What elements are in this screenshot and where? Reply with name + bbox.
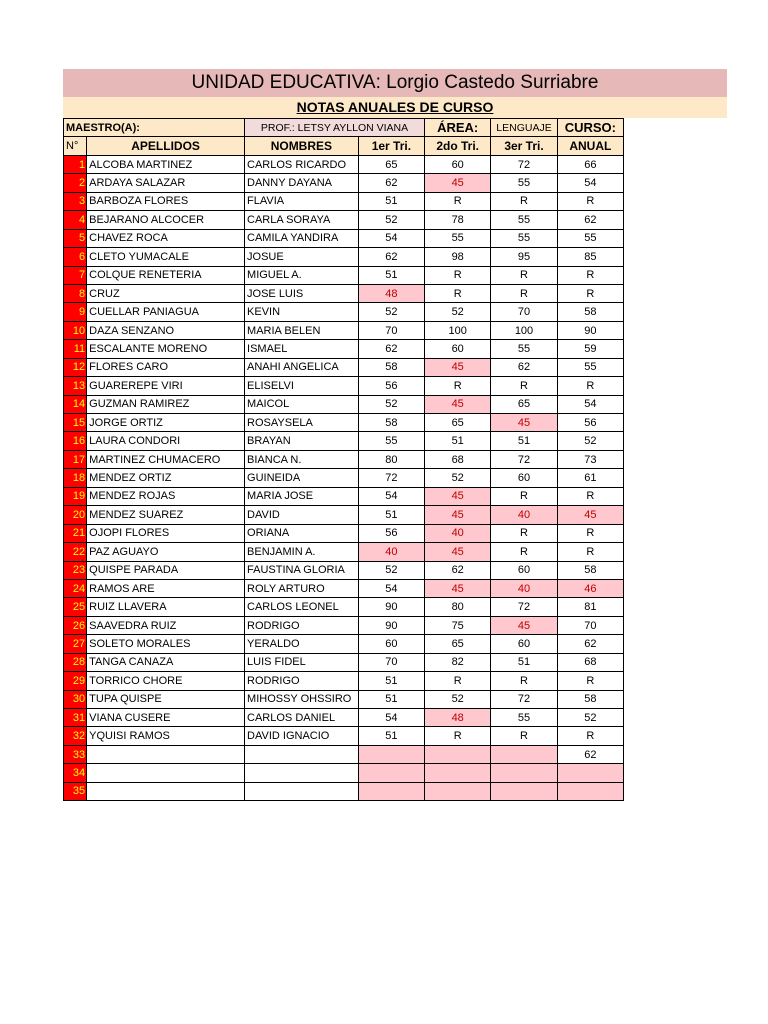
tri3-cell: 70 bbox=[491, 303, 557, 321]
row-number: 28 bbox=[64, 653, 87, 671]
anual-cell: R bbox=[557, 284, 623, 302]
row-number: 35 bbox=[64, 782, 87, 800]
nombres-cell: DAVID IGNACIO bbox=[245, 727, 359, 745]
tri3-cell bbox=[491, 782, 557, 800]
table-row bbox=[64, 782, 624, 800]
tri1-cell: 60 bbox=[358, 635, 424, 653]
maestro-label: MAESTRO(A): bbox=[64, 119, 245, 137]
row-number: 21 bbox=[64, 524, 87, 542]
tri1-cell: 52 bbox=[358, 561, 424, 579]
nombres-cell: JOSUE bbox=[245, 248, 359, 266]
apellidos-cell: MENDEZ ORTIZ bbox=[87, 469, 245, 487]
table-row bbox=[64, 284, 624, 302]
apellidos-cell: SAAVEDRA RUIZ bbox=[87, 616, 245, 634]
report-subtitle: NOTAS ANUALES DE CURSO bbox=[63, 97, 727, 118]
row-number: 31 bbox=[64, 709, 87, 727]
row-number: 33 bbox=[64, 745, 87, 763]
apellidos-cell: ARDAYA SALAZAR bbox=[87, 174, 245, 192]
col-header-nombres: NOMBRES bbox=[245, 137, 359, 155]
anual-cell: 90 bbox=[557, 321, 623, 339]
tri2-cell: R bbox=[425, 192, 491, 210]
tri1-cell: 54 bbox=[358, 709, 424, 727]
apellidos-cell: CUELLAR PANIAGUA bbox=[87, 303, 245, 321]
nombres-cell: BENJAMIN A. bbox=[245, 543, 359, 561]
row-number: 7 bbox=[64, 266, 87, 284]
tri1-cell: 51 bbox=[358, 192, 424, 210]
row-number: 15 bbox=[64, 414, 87, 432]
tri1-cell: 51 bbox=[358, 672, 424, 690]
apellidos-cell: DAZA SENZANO bbox=[87, 321, 245, 339]
table-row bbox=[64, 745, 624, 763]
apellidos-cell: GUZMAN RAMIREZ bbox=[87, 395, 245, 413]
tri2-cell: 98 bbox=[425, 248, 491, 266]
tri1-cell: 51 bbox=[358, 266, 424, 284]
table-row bbox=[64, 321, 624, 339]
tri1-cell: 51 bbox=[358, 506, 424, 524]
tri3-cell: R bbox=[491, 284, 557, 302]
apellidos-cell: JORGE ORTIZ bbox=[87, 414, 245, 432]
tri2-cell: 52 bbox=[425, 469, 491, 487]
nombres-cell: ROSAYSELA bbox=[245, 414, 359, 432]
tri1-cell: 51 bbox=[358, 690, 424, 708]
row-number: 20 bbox=[64, 506, 87, 524]
tri3-cell: 51 bbox=[491, 432, 557, 450]
tri1-cell: 51 bbox=[358, 727, 424, 745]
curso-label: CURSO: bbox=[557, 119, 623, 137]
tri1-cell: 40 bbox=[358, 543, 424, 561]
table-row bbox=[64, 598, 624, 616]
tri2-cell: R bbox=[425, 672, 491, 690]
row-number: 18 bbox=[64, 469, 87, 487]
tri3-cell: 95 bbox=[491, 248, 557, 266]
tri3-cell bbox=[491, 745, 557, 763]
anual-cell: 58 bbox=[557, 303, 623, 321]
apellidos-cell: CRUZ bbox=[87, 284, 245, 302]
area-value: LENGUAJE bbox=[491, 119, 557, 137]
apellidos-cell: SOLETO MORALES bbox=[87, 635, 245, 653]
nombres-cell bbox=[245, 782, 359, 800]
nombres-cell: ELISELVI bbox=[245, 377, 359, 395]
tri2-cell: 45 bbox=[425, 174, 491, 192]
tri3-cell: 55 bbox=[491, 229, 557, 247]
nombres-cell: ANAHI ANGELICA bbox=[245, 358, 359, 376]
nombres-cell: MARIA JOSE bbox=[245, 487, 359, 505]
anual-cell: 66 bbox=[557, 155, 623, 173]
tri2-cell: 45 bbox=[425, 358, 491, 376]
tri2-cell: 65 bbox=[425, 414, 491, 432]
tri3-cell: 72 bbox=[491, 450, 557, 468]
tri3-cell: R bbox=[491, 672, 557, 690]
anual-cell: 55 bbox=[557, 229, 623, 247]
row-number: 32 bbox=[64, 727, 87, 745]
apellidos-cell: ALCOBA MARTINEZ bbox=[87, 155, 245, 173]
nombres-cell: MIGUEL A. bbox=[245, 266, 359, 284]
tri3-cell: R bbox=[491, 543, 557, 561]
tri1-cell: 80 bbox=[358, 450, 424, 468]
nombres-cell: CARLOS LEONEL bbox=[245, 598, 359, 616]
row-number: 2 bbox=[64, 174, 87, 192]
tri2-cell bbox=[425, 764, 491, 782]
row-number: 5 bbox=[64, 229, 87, 247]
col-header-anual: ANUAL bbox=[557, 137, 623, 155]
nombres-cell: FAUSTINA GLORIA bbox=[245, 561, 359, 579]
row-number: 19 bbox=[64, 487, 87, 505]
tri1-cell: 54 bbox=[358, 487, 424, 505]
anual-cell: 73 bbox=[557, 450, 623, 468]
table-row bbox=[64, 248, 624, 266]
tri3-cell: R bbox=[491, 377, 557, 395]
anual-cell: 55 bbox=[557, 358, 623, 376]
tri1-cell: 52 bbox=[358, 395, 424, 413]
anual-cell: 68 bbox=[557, 653, 623, 671]
tri1-cell: 52 bbox=[358, 211, 424, 229]
tri3-cell: 40 bbox=[491, 579, 557, 597]
table-row bbox=[64, 561, 624, 579]
header-row bbox=[64, 137, 624, 155]
tri3-cell: 72 bbox=[491, 690, 557, 708]
table-row bbox=[64, 340, 624, 358]
nombres-cell: CARLA SORAYA bbox=[245, 211, 359, 229]
anual-cell: 81 bbox=[557, 598, 623, 616]
tri2-cell: 40 bbox=[425, 524, 491, 542]
row-number: 26 bbox=[64, 616, 87, 634]
tri2-cell: 45 bbox=[425, 579, 491, 597]
tri3-cell: R bbox=[491, 727, 557, 745]
anual-cell: R bbox=[557, 672, 623, 690]
row-number: 22 bbox=[64, 543, 87, 561]
tri2-cell: 48 bbox=[425, 709, 491, 727]
tri1-cell: 56 bbox=[358, 377, 424, 395]
table-row bbox=[64, 303, 624, 321]
tri1-cell: 72 bbox=[358, 469, 424, 487]
anual-cell: 54 bbox=[557, 395, 623, 413]
tri3-cell: 55 bbox=[491, 340, 557, 358]
anual-cell bbox=[557, 782, 623, 800]
anual-cell: 70 bbox=[557, 616, 623, 634]
tri1-cell bbox=[358, 764, 424, 782]
tri3-cell: 60 bbox=[491, 561, 557, 579]
anual-cell: 52 bbox=[557, 432, 623, 450]
apellidos-cell bbox=[87, 782, 245, 800]
table-row bbox=[64, 727, 624, 745]
nombres-cell: FLAVIA bbox=[245, 192, 359, 210]
apellidos-cell: MENDEZ SUAREZ bbox=[87, 506, 245, 524]
tri2-cell: 45 bbox=[425, 506, 491, 524]
table-row bbox=[64, 432, 624, 450]
nombres-cell: KEVIN bbox=[245, 303, 359, 321]
nombres-cell: RODRIGO bbox=[245, 616, 359, 634]
apellidos-cell: COLQUE RENETERIA bbox=[87, 266, 245, 284]
nombres-cell: ORIANA bbox=[245, 524, 359, 542]
apellidos-cell: CLETO YUMACALE bbox=[87, 248, 245, 266]
nombres-cell: MAICOL bbox=[245, 395, 359, 413]
tri3-cell: 55 bbox=[491, 211, 557, 229]
tri1-cell: 52 bbox=[358, 303, 424, 321]
table-row bbox=[64, 211, 624, 229]
row-number: 6 bbox=[64, 248, 87, 266]
nombres-cell bbox=[245, 764, 359, 782]
tri3-cell: 62 bbox=[491, 358, 557, 376]
meta-row bbox=[64, 119, 624, 137]
table-row bbox=[64, 506, 624, 524]
tri1-cell: 58 bbox=[358, 358, 424, 376]
tri2-cell: 52 bbox=[425, 690, 491, 708]
tri1-cell: 62 bbox=[358, 174, 424, 192]
tri3-cell: R bbox=[491, 192, 557, 210]
tri3-cell: 100 bbox=[491, 321, 557, 339]
apellidos-cell: CHAVEZ ROCA bbox=[87, 229, 245, 247]
tri3-cell: 60 bbox=[491, 635, 557, 653]
table-row bbox=[64, 524, 624, 542]
tri1-cell: 58 bbox=[358, 414, 424, 432]
nombres-cell: MARIA BELEN bbox=[245, 321, 359, 339]
anual-cell: R bbox=[557, 266, 623, 284]
anual-cell: 45 bbox=[557, 506, 623, 524]
nombres-cell: LUIS FIDEL bbox=[245, 653, 359, 671]
area-label: ÁREA: bbox=[425, 119, 491, 137]
tri2-cell: 52 bbox=[425, 303, 491, 321]
anual-cell: R bbox=[557, 377, 623, 395]
row-number: 11 bbox=[64, 340, 87, 358]
tri2-cell: R bbox=[425, 284, 491, 302]
tri2-cell: 68 bbox=[425, 450, 491, 468]
tri2-cell: 82 bbox=[425, 653, 491, 671]
apellidos-cell bbox=[87, 764, 245, 782]
apellidos-cell: OJOPI FLORES bbox=[87, 524, 245, 542]
tri2-cell: R bbox=[425, 266, 491, 284]
nombres-cell: DANNY DAYANA bbox=[245, 174, 359, 192]
apellidos-cell: BARBOZA FLORES bbox=[87, 192, 245, 210]
nombres-cell: ISMAEL bbox=[245, 340, 359, 358]
table-row bbox=[64, 764, 624, 782]
tri1-cell: 70 bbox=[358, 653, 424, 671]
apellidos-cell bbox=[87, 745, 245, 763]
tri2-cell: 80 bbox=[425, 598, 491, 616]
nombres-cell: DAVID bbox=[245, 506, 359, 524]
apellidos-cell: YQUISI RAMOS bbox=[87, 727, 245, 745]
nombres-cell: CARLOS DANIEL bbox=[245, 709, 359, 727]
table-row bbox=[64, 635, 624, 653]
tri1-cell: 55 bbox=[358, 432, 424, 450]
nombres-cell bbox=[245, 745, 359, 763]
nombres-cell: JOSE LUIS bbox=[245, 284, 359, 302]
row-number: 16 bbox=[64, 432, 87, 450]
nombres-cell: CARLOS RICARDO bbox=[245, 155, 359, 173]
anual-cell: 52 bbox=[557, 709, 623, 727]
apellidos-cell: MENDEZ ROJAS bbox=[87, 487, 245, 505]
tri3-cell: R bbox=[491, 524, 557, 542]
tri2-cell: R bbox=[425, 727, 491, 745]
tri3-cell: R bbox=[491, 266, 557, 284]
table-row bbox=[64, 543, 624, 561]
tri3-cell: 55 bbox=[491, 709, 557, 727]
tri2-cell: 78 bbox=[425, 211, 491, 229]
tri2-cell: 55 bbox=[425, 229, 491, 247]
apellidos-cell: LAURA CONDORI bbox=[87, 432, 245, 450]
tri3-cell: 72 bbox=[491, 598, 557, 616]
anual-cell: R bbox=[557, 727, 623, 745]
tri3-cell: 51 bbox=[491, 653, 557, 671]
tri1-cell: 90 bbox=[358, 616, 424, 634]
tri3-cell: 45 bbox=[491, 616, 557, 634]
apellidos-cell: TORRICO CHORE bbox=[87, 672, 245, 690]
tri3-cell: 72 bbox=[491, 155, 557, 173]
tri3-cell: 40 bbox=[491, 506, 557, 524]
tri2-cell: 45 bbox=[425, 395, 491, 413]
tri1-cell: 48 bbox=[358, 284, 424, 302]
apellidos-cell: QUISPE PARADA bbox=[87, 561, 245, 579]
tri2-cell: 75 bbox=[425, 616, 491, 634]
tri3-cell: 55 bbox=[491, 174, 557, 192]
apellidos-cell: TANGA CANAZA bbox=[87, 653, 245, 671]
anual-cell: R bbox=[557, 192, 623, 210]
nombres-cell: CAMILA YANDIRA bbox=[245, 229, 359, 247]
table-row bbox=[64, 192, 624, 210]
tri3-cell: R bbox=[491, 487, 557, 505]
apellidos-cell: PAZ AGUAYO bbox=[87, 543, 245, 561]
tri2-cell: 100 bbox=[425, 321, 491, 339]
anual-cell: 62 bbox=[557, 635, 623, 653]
table-row bbox=[64, 579, 624, 597]
tri2-cell: 62 bbox=[425, 561, 491, 579]
apellidos-cell: VIANA CUSERE bbox=[87, 709, 245, 727]
table-row bbox=[64, 358, 624, 376]
row-number: 3 bbox=[64, 192, 87, 210]
anual-cell: 58 bbox=[557, 690, 623, 708]
apellidos-cell: BEJARANO ALCOCER bbox=[87, 211, 245, 229]
school-title: UNIDAD EDUCATIVA: Lorgio Castedo Surriabre bbox=[63, 69, 727, 97]
tri1-cell: 56 bbox=[358, 524, 424, 542]
row-number: 9 bbox=[64, 303, 87, 321]
table-row bbox=[64, 414, 624, 432]
nombres-cell: ROLY ARTURO bbox=[245, 579, 359, 597]
tri3-cell bbox=[491, 764, 557, 782]
row-number: 30 bbox=[64, 690, 87, 708]
anual-cell: 59 bbox=[557, 340, 623, 358]
row-number: 25 bbox=[64, 598, 87, 616]
tri1-cell: 90 bbox=[358, 598, 424, 616]
col-header-t1: 1er Tri. bbox=[358, 137, 424, 155]
tri1-cell bbox=[358, 745, 424, 763]
row-number: 8 bbox=[64, 284, 87, 302]
nombres-cell: MIHOSSY OHSSIRO bbox=[245, 690, 359, 708]
grades-table bbox=[63, 118, 624, 801]
tri3-cell: 45 bbox=[491, 414, 557, 432]
tri1-cell: 62 bbox=[358, 340, 424, 358]
row-number: 4 bbox=[64, 211, 87, 229]
anual-cell: R bbox=[557, 524, 623, 542]
row-number: 29 bbox=[64, 672, 87, 690]
row-number: 23 bbox=[64, 561, 87, 579]
tri2-cell: 51 bbox=[425, 432, 491, 450]
tri1-cell: 65 bbox=[358, 155, 424, 173]
nombres-cell: GUINEIDA bbox=[245, 469, 359, 487]
apellidos-cell: GUAREREPE VIRI bbox=[87, 377, 245, 395]
table-row bbox=[64, 672, 624, 690]
table-row bbox=[64, 155, 624, 173]
tri2-cell: R bbox=[425, 377, 491, 395]
anual-cell: 58 bbox=[557, 561, 623, 579]
tri2-cell: 60 bbox=[425, 340, 491, 358]
anual-cell bbox=[557, 764, 623, 782]
apellidos-cell: MARTINEZ CHUMACERO bbox=[87, 450, 245, 468]
tri3-cell: 65 bbox=[491, 395, 557, 413]
row-number: 27 bbox=[64, 635, 87, 653]
table-row bbox=[64, 653, 624, 671]
nombres-cell: YERALDO bbox=[245, 635, 359, 653]
anual-cell: 46 bbox=[557, 579, 623, 597]
apellidos-cell: ESCALANTE MORENO bbox=[87, 340, 245, 358]
apellidos-cell: RUIZ LLAVERA bbox=[87, 598, 245, 616]
row-number: 34 bbox=[64, 764, 87, 782]
anual-cell: 56 bbox=[557, 414, 623, 432]
row-number: 24 bbox=[64, 579, 87, 597]
anual-cell: 54 bbox=[557, 174, 623, 192]
col-header-num: N° bbox=[64, 137, 87, 155]
col-header-t3: 3er Tri. bbox=[491, 137, 557, 155]
table-row bbox=[64, 690, 624, 708]
tri1-cell bbox=[358, 782, 424, 800]
anual-cell: 61 bbox=[557, 469, 623, 487]
table-row bbox=[64, 450, 624, 468]
apellidos-cell: RAMOS ARE bbox=[87, 579, 245, 597]
nombres-cell: BRAYAN bbox=[245, 432, 359, 450]
tri1-cell: 70 bbox=[358, 321, 424, 339]
row-number: 17 bbox=[64, 450, 87, 468]
nombres-cell: BIANCA N. bbox=[245, 450, 359, 468]
nombres-cell: RODRIGO bbox=[245, 672, 359, 690]
apellidos-cell: FLORES CARO bbox=[87, 358, 245, 376]
tri3-cell: 60 bbox=[491, 469, 557, 487]
tri2-cell bbox=[425, 782, 491, 800]
row-number: 14 bbox=[64, 395, 87, 413]
anual-cell: R bbox=[557, 487, 623, 505]
anual-cell: 62 bbox=[557, 745, 623, 763]
tri1-cell: 62 bbox=[358, 248, 424, 266]
tri1-cell: 54 bbox=[358, 579, 424, 597]
tri2-cell: 65 bbox=[425, 635, 491, 653]
tri1-cell: 54 bbox=[358, 229, 424, 247]
table-row bbox=[64, 487, 624, 505]
table-row bbox=[64, 395, 624, 413]
table-row bbox=[64, 174, 624, 192]
tri2-cell: 45 bbox=[425, 487, 491, 505]
row-number: 12 bbox=[64, 358, 87, 376]
row-number: 13 bbox=[64, 377, 87, 395]
maestro-value: PROF.: LETSY AYLLON VIANA bbox=[245, 119, 425, 137]
tri2-cell bbox=[425, 745, 491, 763]
col-header-t2: 2do Tri. bbox=[425, 137, 491, 155]
table-row bbox=[64, 377, 624, 395]
col-header-apellidos: APELLIDOS bbox=[87, 137, 245, 155]
tri2-cell: 45 bbox=[425, 543, 491, 561]
table-row bbox=[64, 229, 624, 247]
apellidos-cell: TUPA QUISPE bbox=[87, 690, 245, 708]
anual-cell: 62 bbox=[557, 211, 623, 229]
tri2-cell: 60 bbox=[425, 155, 491, 173]
table-row bbox=[64, 709, 624, 727]
table-row bbox=[64, 469, 624, 487]
anual-cell: 85 bbox=[557, 248, 623, 266]
table-row bbox=[64, 266, 624, 284]
table-row bbox=[64, 616, 624, 634]
row-number: 10 bbox=[64, 321, 87, 339]
anual-cell: R bbox=[557, 543, 623, 561]
row-number: 1 bbox=[64, 155, 87, 173]
